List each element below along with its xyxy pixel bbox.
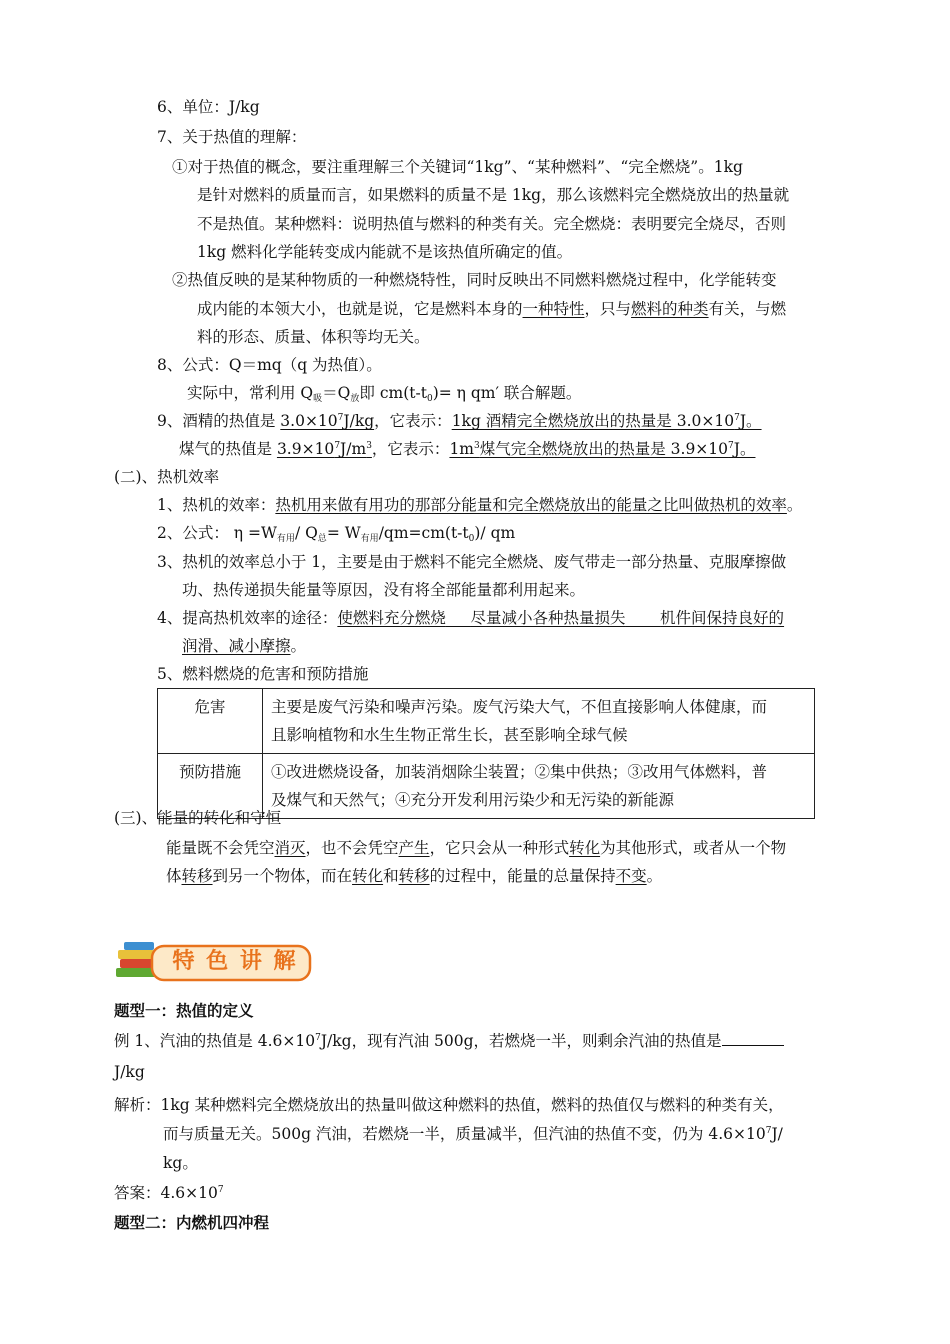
item-8-practice: 实际中，常利用 $Q_吸=Q_放$即 $cm(t-t_0)= \eta$ qm′ 联合解题。 [187,384,582,404]
para-2-line-3: 料的形态、质量、体积等均无关。 [197,328,430,346]
section-3-heading: (三)、能量的转化和守恒 [114,809,282,827]
improve-efficiency-line-2: 润滑、减小摩擦。 [182,637,307,655]
para-1-line-3: 不是热值。某种燃料：说明热值与燃料的种类有关。完全燃烧：表明要完全烧尽，否则 [197,215,787,233]
para-1-line-1: ①对于热值的概念，要注重理解三个关键词“1kg”、“某种燃料”、“完全燃烧”。1kg [172,158,743,176]
item-8-formula: 8、公式：Q＝mq（q 为热值）。 [157,356,382,374]
efficiency-definition: 1、热机的效率：热机用来做有用功的那部分能量和完全燃烧放出的能量之比叫做热机的效率。 [157,496,803,514]
efficiency-reason-line-1: 3、热机的效率总小于 1，主要是由于燃料不能完全燃烧、废气带走一部分热量、克服摩擦做 [157,553,787,571]
item-9-gas: 煤气的热值是 $3.9\times 10^7J/m^3$，它表示：$1m^3$煤气完全燃烧放出的热量是 $3.9\times 10^7J$。 [179,440,756,458]
conservation-line-2: 体转移到另一个物体，而在转化和转移的过程中，能量的总量保持不变。 [166,867,663,885]
answer-blank [722,1031,784,1046]
hazard-table [157,688,815,819]
example-1-line-1: 例 1、汽油的热值是 $4.6\times 10^7J/kg$，现有汽油 500g，若燃烧一半，则剩余汽油的热值是 [114,1031,784,1051]
improve-efficiency-line-1: 4、提高热机效率的途径：使燃料充分燃烧 尽量减小各种热量损失 机件间保持良好的 [157,609,785,627]
analysis-line-2: 而与质量无关。500g 汽油，若燃烧一半，质量减半，但汽油的热值不变，仍为 $4.6\times 10^7J/$ [163,1125,783,1143]
table-row [158,689,815,754]
table-cell: ①改进燃烧设备，加装消烟除尘装置；②集中供热；③改用气体燃料，普 及煤气和天然气；④充分开发利用污染少和无污染的新能源 [263,754,815,819]
question-type-2-title: 题型二：内燃机四冲程 [114,1213,270,1232]
item-7-heading: 7、关于热值的理解： [157,128,307,146]
feature-banner [114,938,314,986]
banner-title: 特 色 讲 解 [172,949,298,974]
para-1-line-2: 是针对燃料的质量而言，如果燃料的质量不是 1kg，那么该燃料完全燃烧放出的热量就 [197,186,790,204]
efficiency-formula: 2、公式： $\eta =W_{有用}/$ $Q_总= W_{有用}/qm=cm(t-t_0)/$ qm [157,524,516,544]
underlined-term: 燃料的种类 [631,300,709,318]
hazard-heading: 5、燃料燃烧的危害和预防措施 [157,665,369,683]
item-6-unit: 6、单位：J/kg [157,98,260,116]
item-9-alcohol: 9、酒精的热值是 $3.0\times 10^7J/kg$，它表示：1kg 酒精完全燃烧放出的热量是 $3.0\times 10^7J$。 [157,412,762,430]
question-type-1-title: 题型一：热值的定义 [114,1001,254,1020]
underlined-term: 一种特性 [522,300,585,318]
efficiency-reason-line-2: 功、热传递损失能量等原因，没有将全部能量都利用起来。 [182,581,586,599]
section-2-heading: (二)、热机效率 [114,468,220,486]
analysis-line-1: 解析：1kg 某种燃料完全燃烧放出的热量叫做这种燃料的热值，燃料的热值仅与燃料的种类有关， [114,1096,784,1114]
para-2-line-2: 成内能的本领大小，也就是说，它是燃料本身的一种特性，只与燃料的种类有关，与燃 [197,300,787,318]
answer-line: 答案：$4.6\times 10^7$ [114,1184,224,1202]
para-1-line-4: 1kg 燃料化学能转变成内能就不是该热值所确定的值。 [197,243,573,261]
table-cell: 主要是废气污染和噪声污染。废气污染大气，不但直接影响人体健康，而 且影响植物和水生生物正常生长，甚至影响全球气候 [263,689,815,754]
conservation-line-1: 能量既不会凭空消灭，也不会凭空产生，它只会从一种形式转化为其他形式，或者从一个物 [166,839,787,857]
table-cell-head: 危害 [158,689,263,754]
analysis-line-3: kg。 [163,1154,198,1172]
example-1-unit: J/kg [114,1063,145,1081]
para-2-line-1: ②热值反映的是某种物质的一种燃烧特性，同时反映出不同燃料燃烧过程中，化学能转变 [172,271,777,289]
table-cell-head: 预防措施 [158,754,263,819]
